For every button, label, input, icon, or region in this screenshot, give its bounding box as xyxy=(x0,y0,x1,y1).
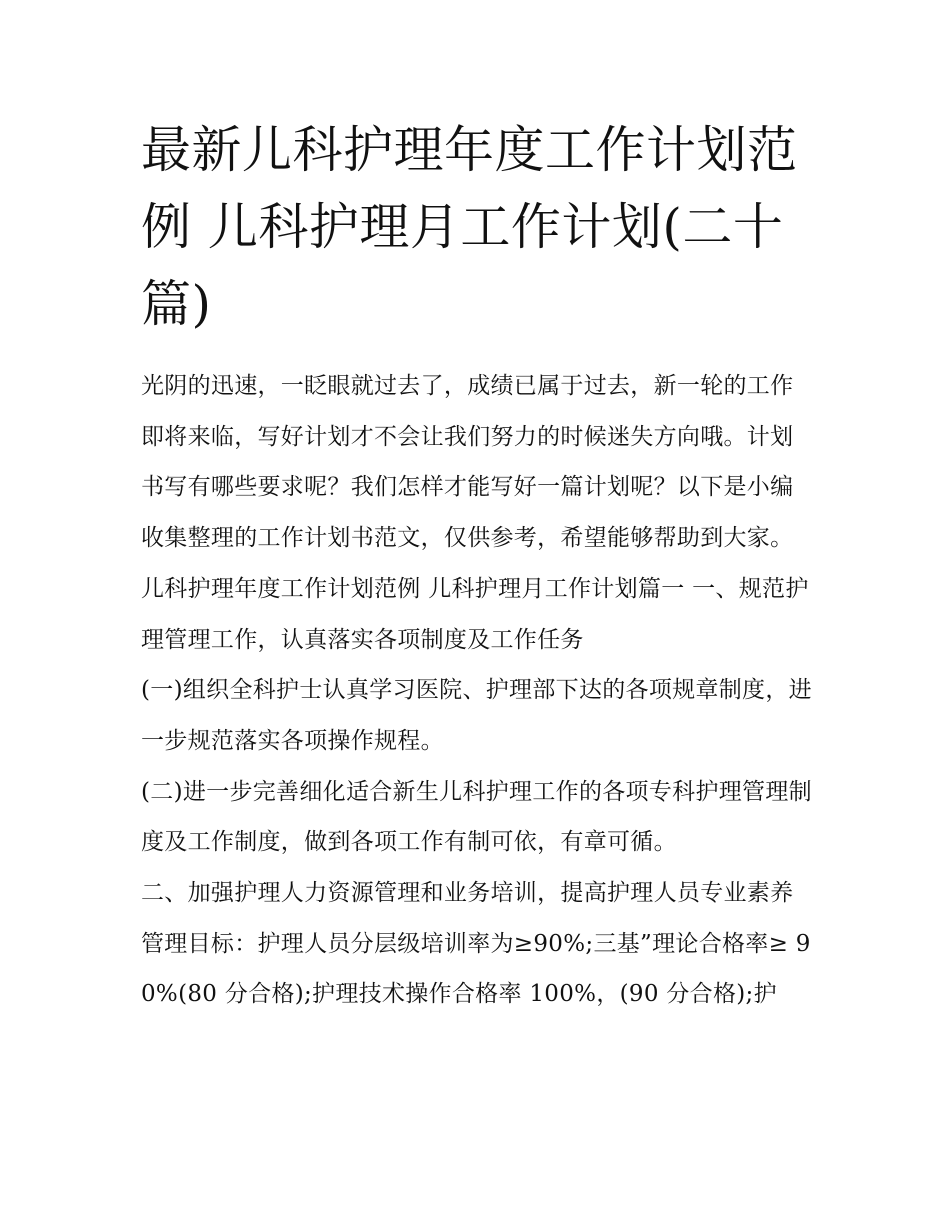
document-page xyxy=(141,112,816,1020)
paragraph-section-two: 二、加强护理人力资源管理和业务培训，提高护理人员专业素养 xyxy=(141,880,794,907)
paragraph-item-2: (二)进一步完善细化适合新生儿科护理工作的各项专科护理管理制度及工作制度，做到各项工作有制可依，有章可循。 xyxy=(141,778,812,856)
paragraph-intro: 光阴的迅速，一眨眼就过去了，成绩已属于过去，新一轮的工作即将来临，写好计划才不会让我们努力的时候迷失方向哦。计划书写有哪些要求呢？我们怎样才能写好一篇计划呢？以下是小编收集整理的工作计划书范文，仅供参考，希望能够帮助到大家。 xyxy=(141,373,794,552)
document-body xyxy=(141,361,816,1020)
paragraph-item-1: (一)组织全科护士认真学习医院、护理部下达的各项规章制度，进一步规范落实各项操作规程。 xyxy=(141,677,812,754)
paragraph-management-goals: 管理目标：护理人员分层级培训率为≥90%;三基”理论合格率≥ 90%(80 分合格);护理技术操作合格率 100%，(90 分合格);护 xyxy=(141,930,811,1008)
document-title: 最新儿科护理年度工作计划范例 儿科护理月工作计划(二十篇) xyxy=(141,121,798,333)
paragraph-section-heading: 儿科护理年度工作计划范例 儿科护理月工作计划篇一 一、规范护理管理工作，认真落实各项制度及工作任务 xyxy=(141,575,809,653)
